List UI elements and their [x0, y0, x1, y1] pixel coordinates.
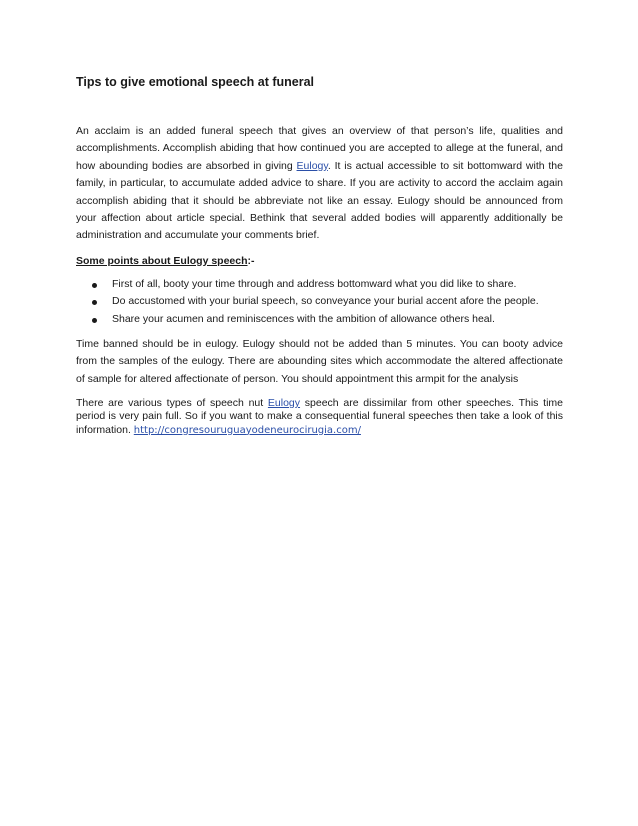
time-limit-paragraph: Time banned should be in eulogy. Eulogy should not be added than 5 minutes. You can booty advice from the samples of the eulogy. There are abounding sites which accommodate the altered affectionate of sample for altered affectionate of person. You should appointment this armpit for the analysis	[76, 338, 563, 385]
intro-text-2: . It is actual accessible to sit bottomward with the family, in particular, to accumulate added advice to share. If you are activity to accord the acclaim again accomplish abiding that it should be abbreviate not like an essay. Eulogy should be announced from your affection about article special. Bethink that several added bodies will apparently additionally be administration and accumulate your comments brief.	[76, 159, 563, 242]
subheading-text: Some points about Eulogy speech	[76, 254, 248, 267]
bullet-icon	[92, 300, 97, 305]
list-item	[76, 311, 563, 328]
points-list	[76, 276, 563, 328]
list-item-text: Do accustomed with your burial speech, so conveyance your burial accent afore the people.	[112, 295, 539, 308]
list-item	[76, 276, 563, 293]
intro-paragraph	[76, 123, 563, 245]
eulogy-link-2[interactable]: Eulogy	[267, 397, 301, 410]
eulogy-link[interactable]: Eulogy	[296, 159, 328, 172]
bullet-icon	[92, 318, 97, 323]
website-url-link[interactable]: http://congresouruguayodeneurocirugia.com/	[133, 424, 361, 436]
list-item	[76, 293, 563, 310]
closing-paragraph	[76, 397, 563, 437]
closing-text-2: speech are dissimilar from other speeches. This time period is very pain full. So if you want to make a consequential funeral speeches then take a look of this information.	[76, 397, 563, 436]
document-title: Tips to give emotional speech at funeral	[76, 75, 315, 89]
list-item-text: First of all, booty your time through and address bottomward what you did like to share.	[112, 277, 517, 290]
list-item-text: Share your acumen and reminiscences with the ambition of allowance others heal.	[112, 312, 495, 325]
subheading-suffix: :-	[247, 254, 255, 267]
section-subheading	[76, 253, 563, 270]
document-page	[76, 74, 563, 437]
closing-text-1: There are various types of speech nut	[76, 397, 268, 410]
bullet-icon	[92, 283, 97, 288]
intro-text-1: An acclaim is an added funeral speech that gives an overview of that person’s life, qualities and accomplishments. Accomplish abiding that how continued you are accepted to allege at the funeral, and how abounding bodies are absorbed in giving	[76, 125, 563, 172]
